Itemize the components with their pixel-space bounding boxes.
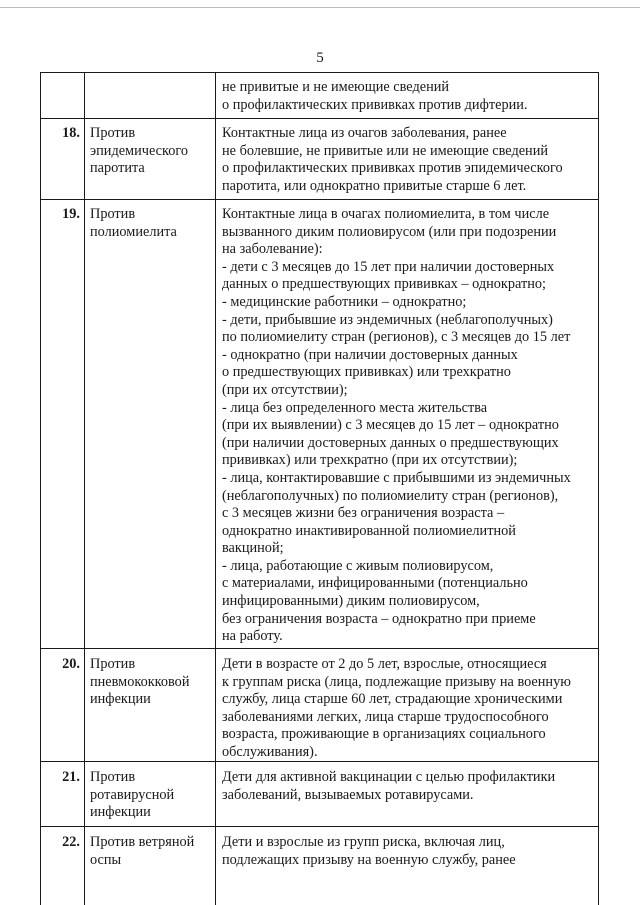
row-description — [222, 769, 598, 804]
table-column-divider — [215, 72, 216, 905]
table-border-right — [598, 72, 599, 905]
name-line: эпидемического — [90, 142, 189, 159]
description-line: обслуживания). — [222, 743, 318, 760]
description-line: - лица, контактировавшие с прибывшими из эндемичных — [222, 469, 571, 486]
description-line: (неблагополучных) по полиомиелиту стран (регионов), — [222, 487, 559, 504]
row-number: 21. — [62, 769, 80, 785]
table-row-divider — [40, 118, 599, 119]
description-line: Дети в возрасте от 2 до 5 лет, взрослые, относящиеся — [222, 656, 547, 672]
description-line: по полиомиелиту стран (регионов), с 3 месяцев до 15 лет — [222, 329, 571, 346]
name-line: Против — [90, 769, 136, 785]
name-line: ротавирусной — [90, 786, 175, 803]
description-line: заболеваниями легких, лица старше трудоспособного — [222, 708, 549, 725]
row-description — [222, 656, 598, 762]
table-row-divider — [40, 648, 599, 649]
description-line: без ограничения возраста – однократно при приеме — [222, 610, 536, 627]
vaccination-name — [90, 834, 210, 869]
description-line: паротита, или однократно привитые старше 6 лет. — [222, 177, 527, 194]
description-line: о профилактических прививках против дифтерии. — [222, 96, 528, 113]
description-line: - однократно (при наличии достоверных данных — [222, 346, 518, 363]
name-line: оспы — [90, 851, 122, 868]
row-description — [222, 125, 598, 195]
description-line: Дети и взрослые из групп риска, включая лиц, — [222, 834, 505, 850]
vaccination-name — [90, 206, 210, 241]
description-line: однократно инактивированной полиомиелитной — [222, 522, 516, 539]
description-line: подлежащих призыву на военную службу, ранее — [222, 851, 516, 868]
description-line: инфицированными) диким полиовирусом, — [222, 593, 480, 610]
description-line: - дети, прибывшие из эндемичных (неблагополучных) — [222, 311, 553, 328]
description-line: - лица, работающие с живым полиовирусом, — [222, 557, 494, 574]
row-description — [222, 206, 598, 646]
row-number: 22. — [62, 834, 80, 850]
row-description — [222, 79, 598, 114]
description-line: о профилактических прививках против эпидемического — [222, 160, 563, 177]
description-line: - лица без определенного места жительства — [222, 399, 488, 416]
vaccination-name — [90, 769, 210, 822]
description-line: вызванного диким полиовирусом (или при подозрении — [222, 223, 557, 240]
vaccination-name — [90, 125, 210, 178]
description-line: (при наличии достоверных данных о предшествующих — [222, 434, 559, 451]
description-line: прививках) или трехкратно (при их отсутствии); — [222, 452, 518, 469]
name-line: пневмококковой — [90, 673, 190, 690]
description-line: Контактные лица в очагах полиомиелита, в том числе — [222, 206, 550, 222]
name-line: Против ветряной — [90, 834, 195, 850]
name-line: инфекции — [90, 804, 151, 821]
page-number: 5 — [316, 50, 324, 66]
description-line: к группам риска (лица, подлежащие призыву на военную — [222, 673, 571, 690]
description-line: - медицинские работники – однократно; — [222, 293, 467, 310]
description-line: вакциной; — [222, 540, 284, 557]
table-row-divider — [40, 72, 599, 73]
description-line: данных о предшествующих прививках – однократно; — [222, 276, 547, 293]
description-line: на работу. — [222, 628, 283, 645]
name-line: паротита — [90, 160, 145, 177]
top-edge-line — [0, 7, 640, 8]
row-number: 19. — [62, 206, 80, 222]
description-line: на заболевание): — [222, 241, 323, 258]
description-line: службу, лица старше 60 лет, страдающие хроническими — [222, 691, 563, 708]
description-line: о предшествующих прививках) или трехкратно — [222, 364, 511, 381]
row-description — [222, 834, 598, 869]
description-line: возраста, проживающие в организациях социального — [222, 726, 546, 743]
name-line: полиомиелита — [90, 223, 177, 240]
table-row-divider — [40, 199, 599, 200]
name-line: инфекции — [90, 691, 151, 708]
description-line: - дети с 3 месяцев до 15 лет при наличии достоверных — [222, 258, 555, 275]
description-line: не болевшие, не привитые или не имеющие сведений — [222, 142, 549, 159]
description-line: (при их отсутствии); — [222, 381, 348, 398]
table-column-divider — [84, 72, 85, 905]
name-line: Против — [90, 656, 136, 672]
description-line: Дети для активной вакцинации с целью профилактики — [222, 769, 556, 785]
description-line: с 3 месяцев жизни без ограничения возраста – — [222, 505, 505, 522]
name-line: Против — [90, 206, 136, 222]
description-line: заболеваний, вызываемых ротавирусами. — [222, 786, 474, 803]
description-line: (при их выявлении) с 3 месяцев до 15 лет – однократно — [222, 417, 559, 434]
description-line: не привитые и не имеющие сведений — [222, 79, 450, 95]
name-line: Против — [90, 125, 136, 141]
description-line: Контактные лица из очагов заболевания, ранее — [222, 125, 507, 141]
vaccination-name — [90, 656, 210, 709]
row-number: 18. — [62, 125, 80, 141]
description-line: с материалами, инфицированными (потенциально — [222, 575, 528, 592]
table-row-divider — [40, 826, 599, 827]
row-number: 20. — [62, 656, 80, 672]
